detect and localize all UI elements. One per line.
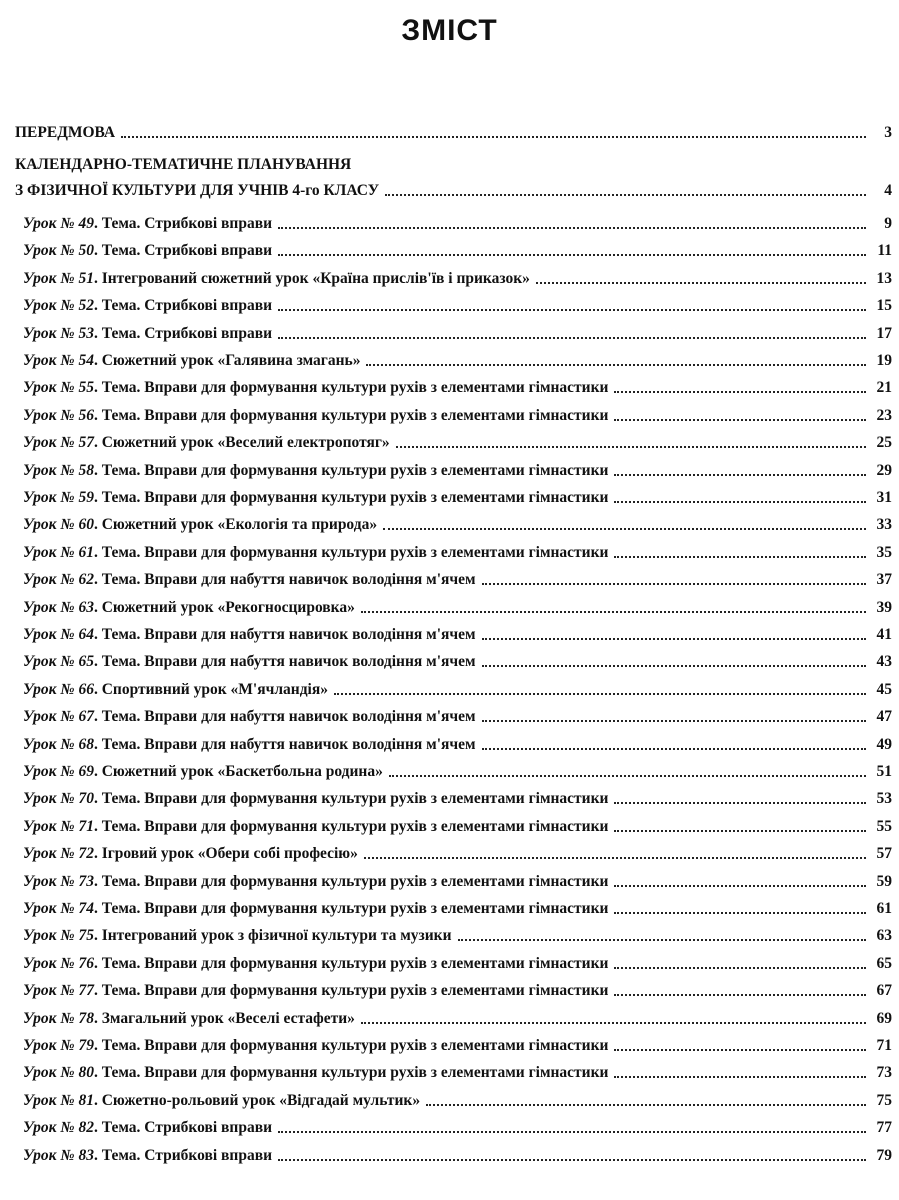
- page-number: 69: [876, 1009, 892, 1027]
- lesson-topic: Інтегрований урок з фізичної культури та музики: [101, 927, 452, 945]
- lesson-title: [15, 270, 530, 288]
- lesson-title: [15, 434, 390, 452]
- lesson-title: [15, 1010, 355, 1028]
- dot-leader: [614, 418, 866, 421]
- lesson-topic: Сюжетний урок «Галявина змагань»: [101, 352, 361, 369]
- lesson-sep: .: [93, 215, 102, 232]
- lesson-sep: .: [93, 242, 102, 260]
- lesson-sep: .: [93, 324, 102, 342]
- lesson-title: [15, 900, 608, 918]
- lesson-label: Урок № 58: [23, 461, 94, 479]
- lesson-sep: .: [93, 1064, 102, 1082]
- toc-lesson-entry: [15, 485, 892, 507]
- page-number: 61: [876, 900, 892, 917]
- lesson-topic: Тема. Вправи для формування культури рухів з елементами гімнастики: [101, 872, 609, 890]
- toc-lesson-entry: [15, 238, 892, 260]
- page-number: 3: [884, 124, 892, 141]
- dot-leader: [614, 1075, 866, 1078]
- toc-lesson-entry: [15, 704, 892, 726]
- page-number: 11: [877, 242, 892, 260]
- lesson-sep: .: [93, 297, 102, 315]
- lesson-topic: Тема. Стрибкові вправи: [101, 1119, 273, 1137]
- page-number: 65: [876, 954, 892, 972]
- lesson-topic: Сюжетний урок «Веселий електропотяг»: [101, 434, 390, 452]
- lesson-topic: Тема. Вправи для формування культури рухів з елементами гімнастики: [101, 543, 609, 561]
- lesson-label: Урок № 65: [23, 653, 94, 671]
- page-number: 79: [876, 1146, 892, 1164]
- lesson-sep: .: [93, 1009, 102, 1027]
- toc-lesson-entry: [15, 348, 892, 370]
- lesson-label: Урок № 60: [23, 516, 94, 534]
- lesson-title: [15, 927, 452, 945]
- lesson-label: Урок № 69: [23, 763, 94, 780]
- lesson-topic: Сюжетно-рольовий урок «Відгадай мультик»: [101, 1091, 421, 1109]
- lesson-sep: .: [93, 954, 102, 972]
- lesson-topic: Тема. Вправи для набуття навичок володіння м'ячем: [101, 626, 476, 643]
- lesson-label: Урок № 75: [23, 927, 94, 945]
- lesson-topic: Тема. Вправи для набуття навичок володіння м'ячем: [101, 708, 476, 726]
- lesson-label: Урок № 66: [23, 680, 94, 698]
- dot-leader: [614, 555, 866, 558]
- lesson-label: Урок № 56: [23, 406, 94, 424]
- lesson-label: Урок № 82: [23, 1119, 94, 1137]
- dot-leader: [278, 308, 866, 311]
- dot-leader: [385, 193, 866, 196]
- page-number: 59: [876, 872, 892, 890]
- page-title: ЗМІСТ: [401, 14, 498, 47]
- page-number: 49: [876, 735, 892, 753]
- lesson-label: Урок № 67: [23, 708, 94, 726]
- lesson-title: [15, 763, 383, 781]
- page-number: 43: [876, 653, 892, 671]
- lesson-sep: .: [93, 379, 102, 397]
- lesson-topic: Тема. Вправи для формування культури рухів з елементами гімнастики: [101, 1037, 609, 1054]
- lesson-title: [15, 571, 476, 589]
- dot-leader: [278, 1158, 866, 1161]
- lesson-label: Урок № 79: [23, 1037, 94, 1054]
- lesson-title: [15, 736, 476, 754]
- lesson-sep: .: [93, 1119, 102, 1137]
- lesson-topic: Ігровий урок «Обери собі професію»: [101, 845, 358, 863]
- lesson-label: Урок № 80: [23, 1064, 94, 1082]
- lesson-label: Урок № 76: [23, 954, 94, 972]
- lesson-title: [15, 352, 360, 370]
- lesson-title: [15, 708, 476, 726]
- toc-lesson-entry: [15, 841, 892, 863]
- toc-entry-planning: [15, 178, 892, 200]
- toc-lesson-entry: [15, 266, 892, 288]
- entry-title: З ФІЗИЧНОЇ КУЛЬТУРИ ДЛЯ УЧНІВ 4-го КЛАСУ: [15, 182, 380, 199]
- toc-lesson-entry: [15, 1088, 892, 1110]
- entry-title-line1: КАЛЕНДАРНО-ТЕМАТИЧНЕ ПЛАНУВАННЯ: [15, 156, 352, 173]
- lesson-sep: .: [93, 927, 102, 945]
- dot-leader: [536, 281, 866, 284]
- lesson-label: Урок № 53: [23, 324, 94, 342]
- lesson-sep: .: [93, 489, 102, 506]
- toc-lesson-entry: [15, 458, 892, 480]
- lesson-topic: Тема. Вправи для формування культури рухів з елементами гімнастики: [101, 900, 609, 917]
- lesson-sep: .: [93, 352, 102, 369]
- lesson-sep: .: [93, 982, 102, 1000]
- lesson-sep: .: [93, 406, 102, 424]
- lesson-sep: .: [93, 680, 102, 698]
- page-number: 31: [876, 489, 892, 506]
- lesson-title: [15, 790, 608, 808]
- lesson-label: Урок № 63: [23, 598, 94, 616]
- lesson-label: Урок № 77: [23, 982, 94, 1000]
- page-number: 63: [876, 927, 892, 945]
- toc-lesson-entry: [15, 595, 892, 617]
- lesson-title: [15, 681, 328, 699]
- page-number: 71: [876, 1037, 892, 1054]
- lesson-label: Урок № 52: [23, 297, 94, 315]
- lesson-topic: Тема. Вправи для формування культури рухів з елементами гімнастики: [101, 954, 609, 972]
- lesson-sep: .: [93, 1146, 102, 1164]
- lesson-topic: Тема. Стрибкові вправи: [101, 297, 273, 315]
- entry-title: ПЕРЕДМОВА: [15, 124, 116, 141]
- dot-leader: [366, 363, 866, 366]
- page-number: 75: [876, 1091, 892, 1109]
- lesson-sep: .: [93, 817, 102, 835]
- page-number: 73: [876, 1064, 892, 1082]
- lesson-topic: Тема. Стрибкові вправи: [101, 1146, 273, 1164]
- lesson-topic: Тема. Стрибкові вправи: [101, 324, 273, 342]
- toc-lesson-entry: [15, 211, 892, 233]
- lesson-label: Урок № 59: [23, 489, 94, 506]
- lesson-topic: Змагальний урок «Веселі естафети»: [101, 1009, 355, 1027]
- lesson-topic: Спортивний урок «М'ячландія»: [101, 680, 328, 698]
- lesson-title: [15, 242, 272, 260]
- lesson-label: Урок № 62: [23, 571, 94, 589]
- toc-lesson-entry: [15, 732, 892, 754]
- dot-leader: [614, 473, 866, 476]
- lesson-title: [15, 1037, 608, 1055]
- lesson-title: [15, 818, 608, 836]
- lesson-sep: .: [93, 845, 102, 863]
- page-number: 13: [876, 269, 892, 287]
- toc-lesson-entry: [15, 1006, 892, 1028]
- lesson-title: [15, 462, 608, 480]
- toc-lesson-entry: [15, 1115, 892, 1137]
- lesson-title: [15, 215, 272, 233]
- lesson-sep: .: [93, 872, 102, 890]
- dot-leader: [278, 1130, 866, 1133]
- toc-lesson-entry: [15, 1143, 892, 1165]
- toc-lesson-entry: [15, 1060, 892, 1082]
- lesson-title: [15, 845, 358, 863]
- lesson-title: [15, 1147, 272, 1165]
- lesson-title: [15, 1092, 420, 1110]
- toc-lesson-entry: [15, 677, 892, 699]
- lesson-title: [15, 407, 608, 425]
- lesson-sep: .: [93, 790, 102, 808]
- lesson-label: Урок № 50: [23, 242, 94, 260]
- lesson-title: [15, 599, 355, 617]
- lesson-label: Урок № 64: [23, 626, 94, 643]
- lesson-label: Урок № 78: [23, 1009, 94, 1027]
- dot-leader: [361, 610, 866, 613]
- dot-leader: [482, 637, 866, 640]
- dot-leader: [614, 801, 866, 804]
- lesson-topic: Тема. Вправи для формування культури рухів з елементами гімнастики: [101, 489, 609, 506]
- toc-lesson-entry: [15, 759, 892, 781]
- toc-lesson-entry: [15, 321, 892, 343]
- dot-leader: [614, 993, 866, 996]
- lesson-sep: .: [93, 900, 102, 917]
- lesson-topic: Тема. Вправи для набуття навичок володіння м'ячем: [101, 653, 476, 671]
- dot-leader: [614, 884, 866, 887]
- lesson-label: Урок № 74: [23, 900, 94, 917]
- lesson-sep: .: [93, 571, 102, 589]
- page-number: 17: [876, 324, 892, 342]
- lesson-topic: Тема. Вправи для формування культури рухів з елементами гімнастики: [101, 461, 609, 479]
- toc-lesson-entry: [15, 951, 892, 973]
- lesson-topic: Тема. Вправи для формування культури рухів з елементами гімнастики: [101, 817, 609, 835]
- lesson-title: [15, 379, 608, 397]
- lesson-topic: Сюжетний урок «Баскетбольна родина»: [101, 763, 383, 780]
- dot-leader: [458, 938, 866, 941]
- page-number: 37: [876, 571, 892, 589]
- lesson-sep: .: [93, 735, 102, 753]
- page-number: 25: [876, 434, 892, 452]
- lesson-title: [15, 297, 272, 315]
- dot-leader: [482, 747, 866, 750]
- lesson-sep: .: [93, 598, 102, 616]
- toc-lesson-entry: [15, 430, 892, 452]
- dot-leader: [278, 336, 866, 339]
- dot-leader: [614, 911, 866, 914]
- toc-lesson-entry: [15, 786, 892, 808]
- dot-leader: [364, 856, 866, 859]
- toc-lesson-entry: [15, 540, 892, 562]
- toc-lesson-entry: [15, 978, 892, 1000]
- lesson-sep: .: [93, 434, 102, 452]
- lesson-label: Урок № 57: [23, 434, 94, 452]
- lesson-label: Урок № 61: [23, 543, 94, 561]
- lesson-topic: Сюжетний урок «Екологія та природа»: [101, 516, 378, 534]
- lesson-sep: .: [93, 1037, 102, 1054]
- lesson-label: Урок № 54: [23, 352, 94, 369]
- lesson-sep: .: [93, 461, 102, 479]
- dot-leader: [482, 582, 866, 585]
- lesson-sep: .: [93, 1091, 102, 1109]
- dot-leader: [614, 1048, 866, 1051]
- lesson-sep: .: [93, 543, 102, 561]
- lesson-topic: Тема. Вправи для формування культури рухів з елементами гімнастики: [101, 406, 609, 424]
- dot-leader: [361, 1021, 866, 1024]
- lesson-title: [15, 982, 608, 1000]
- lesson-topic: Тема. Стрибкові вправи: [101, 215, 273, 232]
- lesson-topic: Тема. Вправи для набуття навичок володіння м'ячем: [101, 571, 476, 589]
- page-number: 4: [884, 182, 892, 199]
- lesson-label: Урок № 70: [23, 790, 94, 808]
- page-number: 29: [876, 461, 892, 479]
- lesson-label: Урок № 81: [23, 1091, 94, 1109]
- page-number: 21: [876, 379, 892, 397]
- page-number: 45: [876, 680, 892, 698]
- lesson-topic: Сюжетний урок «Рекогносцировка»: [101, 598, 355, 616]
- lesson-sep: .: [93, 763, 102, 780]
- dot-leader: [278, 226, 866, 229]
- lesson-label: Урок № 73: [23, 872, 94, 890]
- lesson-topic: Інтегрований сюжетний урок «Країна прислів'їв і приказок»: [101, 269, 530, 287]
- lesson-label: Урок № 55: [23, 379, 94, 397]
- dot-leader: [614, 829, 866, 832]
- lesson-topic: Тема. Вправи для формування культури рухів з елементами гімнастики: [101, 1064, 609, 1082]
- dot-leader: [383, 527, 866, 530]
- toc-entry-preface: [15, 120, 892, 142]
- page-number: 19: [876, 352, 892, 369]
- toc-lesson-entry: [15, 375, 892, 397]
- page-number: 9: [884, 215, 892, 232]
- page-number: 55: [876, 817, 892, 835]
- lesson-label: Урок № 51: [23, 269, 94, 287]
- page-number: 51: [876, 763, 892, 780]
- lesson-topic: Тема. Вправи для формування культури рухів з елементами гімнастики: [101, 790, 609, 808]
- page-number: 67: [876, 982, 892, 1000]
- toc-lesson-entry: [15, 293, 892, 315]
- dot-leader: [482, 719, 866, 722]
- page-number: 57: [876, 845, 892, 863]
- toc-lesson-entry: [15, 649, 892, 671]
- lesson-label: Урок № 68: [23, 735, 94, 753]
- dot-leader: [426, 1103, 866, 1106]
- lesson-sep: .: [93, 653, 102, 671]
- toc-lesson-entry: [15, 869, 892, 891]
- toc-lesson-entry: [15, 622, 892, 644]
- lesson-label: Урок № 71: [23, 817, 94, 835]
- lesson-topic: Тема. Вправи для формування культури рухів з елементами гімнастики: [101, 982, 609, 1000]
- lesson-label: Урок № 72: [23, 845, 94, 863]
- toc-lesson-entry: [15, 403, 892, 425]
- dot-leader: [482, 664, 866, 667]
- lesson-label: Урок № 49: [23, 215, 94, 232]
- lesson-topic: Тема. Вправи для формування культури рухів з елементами гімнастики: [101, 379, 609, 397]
- lesson-title: [15, 516, 377, 534]
- dot-leader: [614, 390, 866, 393]
- toc-lesson-entry: [15, 814, 892, 836]
- lesson-title: [15, 1064, 608, 1082]
- page-number: 35: [876, 543, 892, 561]
- dot-leader: [614, 966, 866, 969]
- page-number: 23: [876, 406, 892, 424]
- lesson-title: [15, 955, 608, 973]
- lesson-title: [15, 873, 608, 891]
- dot-leader: [121, 135, 866, 138]
- toc-lesson-entry: [15, 1033, 892, 1055]
- lesson-topic: Тема. Стрибкові вправи: [101, 242, 273, 260]
- lesson-title: [15, 544, 608, 562]
- dot-leader: [389, 774, 866, 777]
- page-number: 15: [876, 297, 892, 315]
- lesson-sep: .: [93, 516, 102, 534]
- lesson-title: [15, 325, 272, 343]
- dot-leader: [614, 500, 866, 503]
- lesson-topic: Тема. Вправи для набуття навичок володіння м'ячем: [101, 735, 476, 753]
- lesson-title: [15, 653, 476, 671]
- lesson-label: Урок № 83: [23, 1146, 94, 1164]
- page-number: 39: [876, 598, 892, 616]
- toc-lesson-entry: [15, 567, 892, 589]
- lesson-sep: .: [93, 708, 102, 726]
- page-number: 41: [876, 626, 892, 643]
- lesson-title: [15, 1119, 272, 1137]
- lesson-title: [15, 626, 476, 644]
- lesson-sep: .: [93, 626, 102, 643]
- page-number: 47: [876, 708, 892, 726]
- page-number: 53: [876, 790, 892, 808]
- dot-leader: [334, 692, 866, 695]
- dot-leader: [396, 445, 866, 448]
- toc-lesson-entry: [15, 512, 892, 534]
- dot-leader: [278, 253, 866, 256]
- toc-lesson-entry: [15, 896, 892, 918]
- toc-lesson-entry: [15, 923, 892, 945]
- page-number: 33: [876, 516, 892, 534]
- page-number: 77: [876, 1119, 892, 1137]
- lesson-title: [15, 489, 608, 507]
- lesson-sep: .: [93, 269, 102, 287]
